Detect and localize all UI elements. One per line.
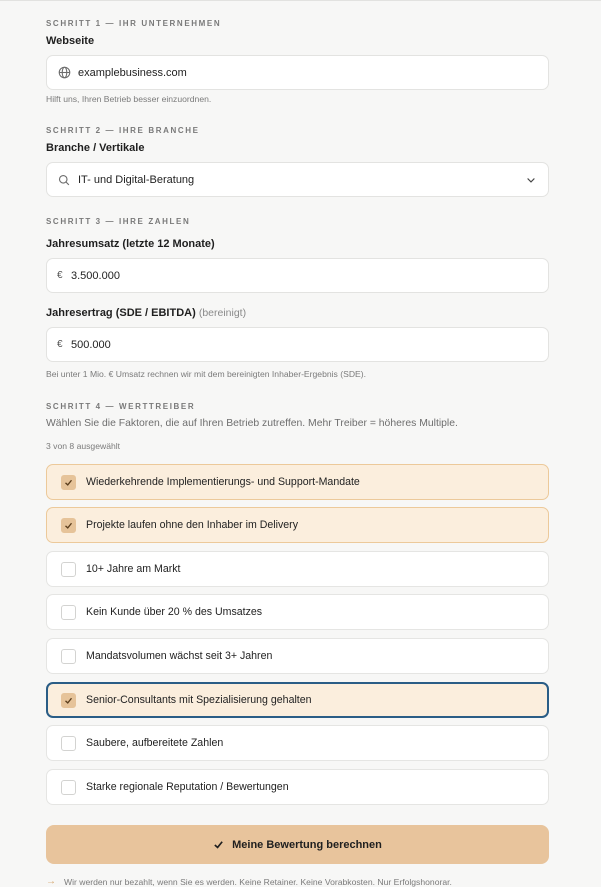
driver-option-owner-independent[interactable] [46,507,549,543]
checkbox[interactable] [61,605,76,620]
industry-value: IT- und Digital-Beratung [78,173,195,186]
footer-note [46,876,452,887]
arrow-right-icon: → [46,876,56,887]
check-icon [64,521,73,530]
drivers-description: Wählen Sie die Faktoren, die auf Ihren Betrieb zutreffen. Mehr Treiber = höheres Multiple. [46,418,458,429]
revenue-input[interactable] [46,258,549,293]
step4-heading: SCHRITT 4 — WERTTREIBER [46,402,196,411]
website-input[interactable] [46,55,549,90]
earnings-note: (bereinigt) [198,307,247,319]
driver-option-regional-reputation[interactable] [46,769,549,805]
driver-label: Starke regionale Reputation / Bewertungen [86,781,289,793]
calculate-valuation-button[interactable] [46,825,549,864]
earnings-label-text: Jahresertrag (SDE / EBITDA) [46,307,196,319]
checkbox[interactable] [61,475,76,490]
chevron-down-icon[interactable] [525,174,537,186]
driver-option-recurring-mandates[interactable] [46,464,549,500]
revenue-label: Jahresumsatz (letzte 12 Monate) [46,238,215,250]
driver-option-years-in-market[interactable] [46,551,549,587]
driver-label: 10+ Jahre am Markt [86,563,181,575]
check-icon [64,478,73,487]
checkbox[interactable] [61,649,76,664]
driver-label: Mandatsvolumen wächst seit 3+ Jahren [86,650,273,662]
check-icon [213,839,224,850]
driver-option-clean-financials[interactable] [46,725,549,761]
search-icon [57,173,71,187]
driver-option-customer-concentration[interactable] [46,594,549,630]
earnings-value: 500.000 [71,338,111,351]
earnings-label [46,307,246,319]
driver-option-growth[interactable] [46,638,549,674]
driver-label: Senior-Consultants mit Spezialisierung gehalten [86,694,312,706]
industry-select[interactable] [46,162,549,197]
revenue-currency: € [57,270,63,281]
step1-heading: SCHRITT 1 — IHR UNTERNEHMEN [46,19,222,28]
driver-label: Kein Kunde über 20 % des Umsatzes [86,606,263,618]
step2-heading: SCHRITT 2 — IHRE BRANCHE [46,126,200,135]
website-label: Webseite [46,35,95,47]
earnings-help: Bei unter 1 Mio. € Umsatz rechnen wir mit dem bereinigten Inhaber-Ergebnis (SDE). [46,369,367,379]
checkbox[interactable] [61,736,76,751]
driver-label: Projekte laufen ohne den Inhaber im Delivery [86,519,298,531]
globe-icon [57,66,71,80]
step3-heading: SCHRITT 3 — IHRE ZAHLEN [46,217,191,226]
calculate-valuation-label: Meine Bewertung berechnen [232,838,382,851]
website-help: Hilft uns, Ihren Betrieb besser einzuordnen. [46,94,212,104]
earnings-currency: € [57,339,63,350]
footer-text: Wir werden nur bezahlt, wenn Sie es werden. Keine Retainer. Keine Vorabkosten. Nur Erfolgshonorar. [64,876,452,887]
check-icon [64,696,73,705]
checkbox[interactable] [61,562,76,577]
checkbox[interactable] [61,780,76,795]
website-value: examplebusiness.com [78,66,187,79]
industry-label: Branche / Vertikale [46,142,145,154]
checkbox[interactable] [61,518,76,533]
driver-label: Saubere, aufbereitete Zahlen [86,737,224,749]
revenue-value: 3.500.000 [71,269,120,282]
checkbox[interactable] [61,693,76,708]
earnings-input[interactable] [46,327,549,362]
driver-label: Wiederkehrende Implementierungs- und Support-Mandate [86,476,360,488]
driver-option-senior-consultants[interactable] [46,682,549,718]
selected-count: 3 von 8 ausgewählt [46,441,121,451]
